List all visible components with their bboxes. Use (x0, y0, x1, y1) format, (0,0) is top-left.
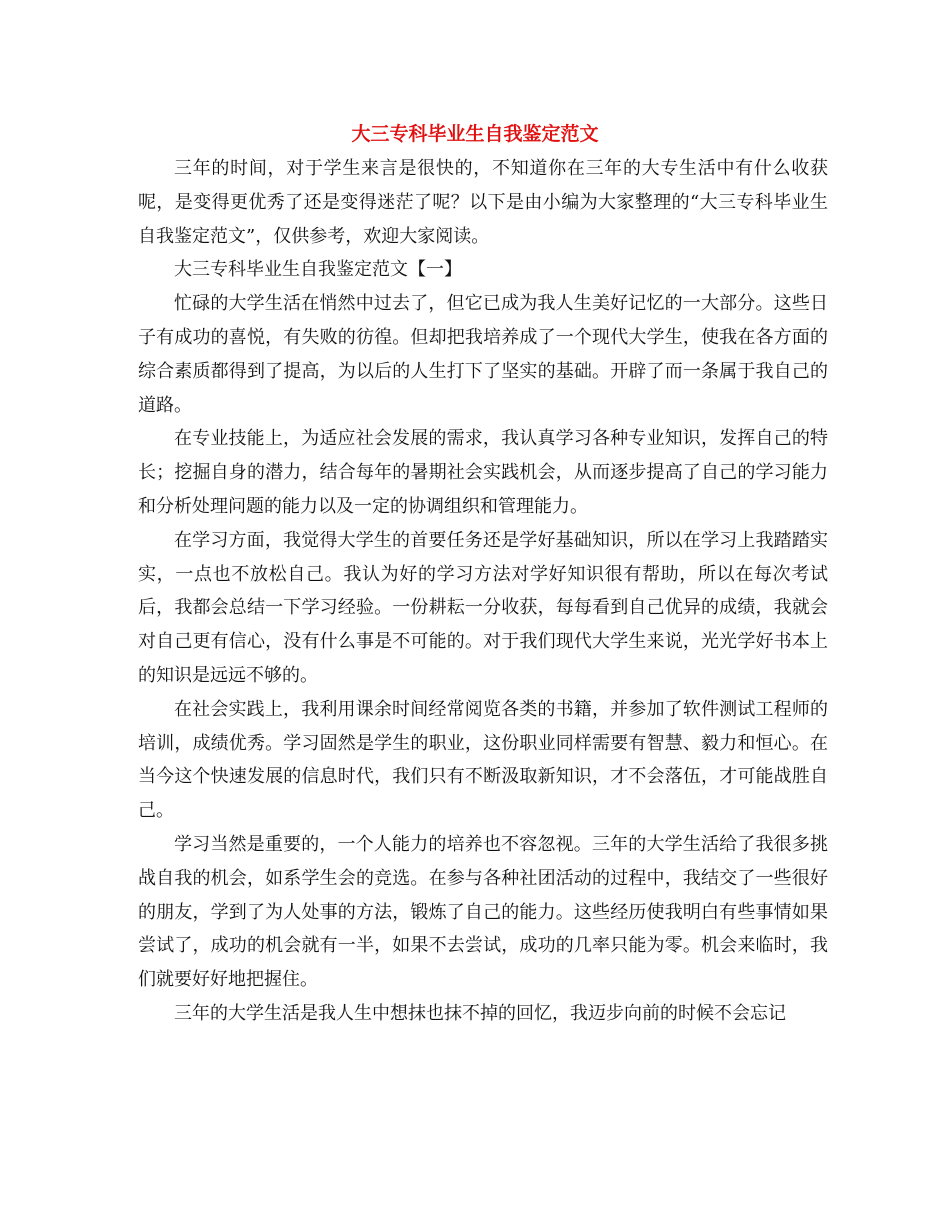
paragraph: 忙碌的大学生活在悄然中过去了，但它已成为我人生美好记忆的一大部分。这些日子有成功的喜悦，有失败的彷徨。但却把我培养成了一个现代大学生，使我在各方面的综合素质都得到了提高，为以后的人生打下了坚实的基础。开辟了而一条属于我自己的道路。 (138, 293, 828, 416)
document-body (138, 152, 828, 1031)
paragraph: 学习当然是重要的，一个人能力的培养也不容忽视。三年的大学生活给了我很多挑战自我的机会，如系学生会的竞选。在参与各种社团活动的过程中，我结交了一些很好的朋友，学到了为人处事的方法，锻炼了自己的能力。这些经历使我明白有些事情如果尝试了，成功的机会就有一半，如果不去尝试，成功的几率只能为零。机会来临时，我们就要好好地把握住。 (138, 833, 828, 991)
section-heading-1: 大三专科毕业生自我鉴定范文【一】 (174, 259, 462, 281)
paragraph: 在专业技能上，为适应社会发展的需求，我认真学习各种专业知识，发挥自己的特长；挖掘自身的潜力，结合每年的暑期社会实践机会，从而逐步提高了自己的学习能力和分析处理问题的能力以及一定的协调组织和管理能力。 (138, 428, 828, 517)
paragraph: 在社会实践上，我利用课余时间经常阅览各类的书籍，并参加了软件测试工程师的培训，成绩优秀。学习固然是学生的职业，这份职业同样需要有智慧、毅力和恒心。在当今这个快速发展的信息时代，我们只有不断汲取新知识，才不会落伍，才可能战胜自己。 (138, 698, 828, 822)
paragraph: 在学习方面，我觉得大学生的首要任务还是学好基础知识，所以在学习上我踏踏实实，一点也不放松自己。我认为好的学习方法对学好知识很有帮助，所以在每次考试 后，我都会总结一下学习经验。一份耕耘一分收获，每每看到自己优异的成绩，我就会对自己更有信心，没有什么事是不可能的。对于我们现代大学生来说，光光学好书本上的知识是远远不够的。 (138, 529, 828, 686)
paragraph: 三年的大学生活是我人生中想抹也抹不掉的回忆，我迈步向前的时候不会忘记 (174, 1002, 786, 1024)
document-title: 大三专科毕业生自我鉴定范文 (351, 123, 599, 145)
paragraph-intro: 三年的时间，对于学生来言是很快的，不知道你在三年的大专生活中有什么收获呢，是变得更优秀了还是变得迷茫了呢？以下是由小编为大家整理的“大三专科毕业生自我鉴定范文”，仅供参考，欢迎大家阅读。 (138, 158, 828, 247)
